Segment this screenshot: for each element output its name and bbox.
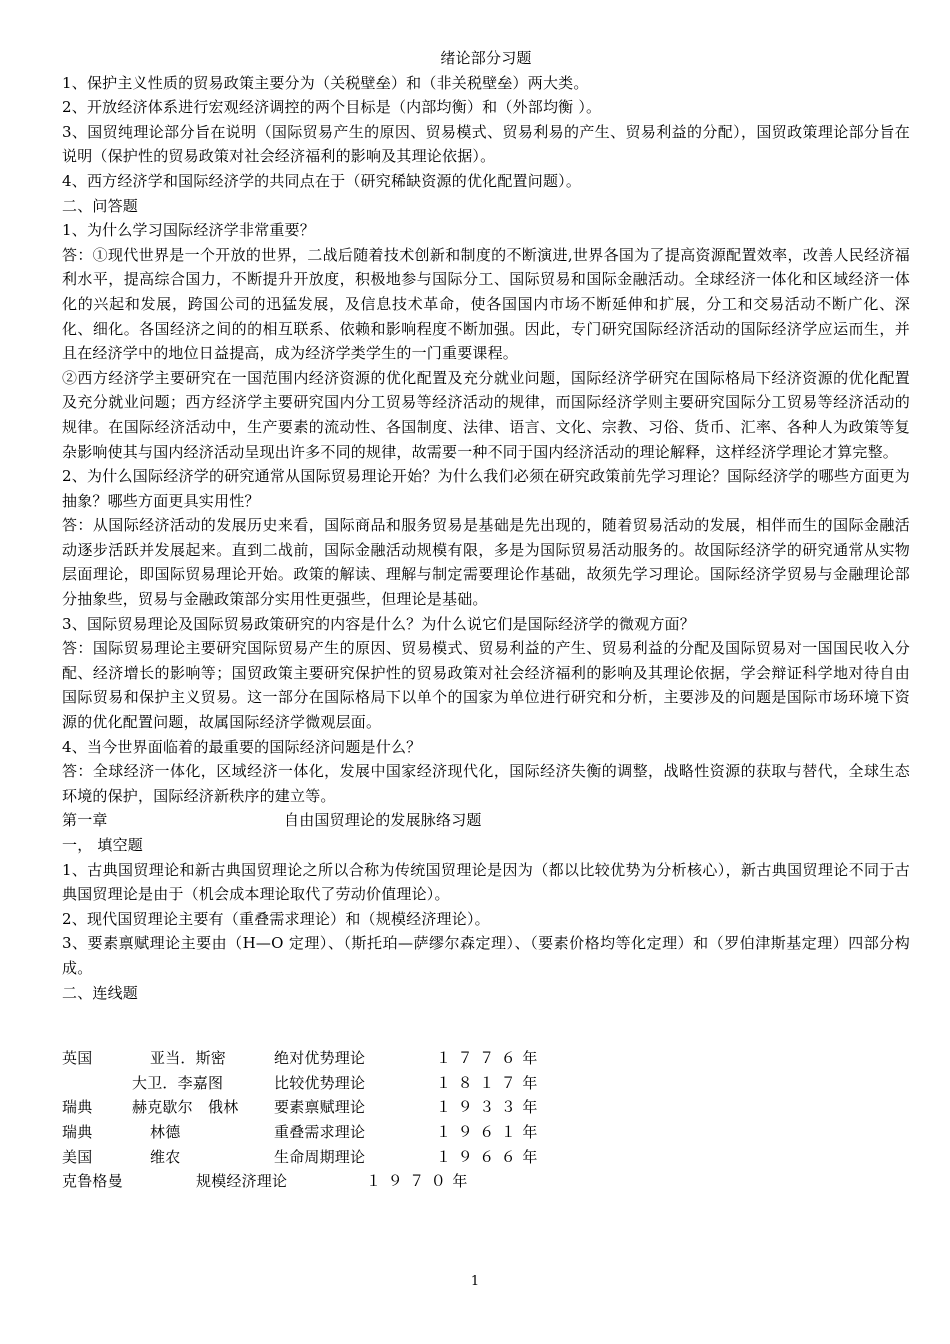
fill-item-1: 1、古典国贸理论和新古典国贸理论之所以合称为传统国贸理论是因为（都以比较优势为分析核心），新古典国贸理论不同于古典国贸理论是由于（机会成本理论取代了劳动价值理论）。 xyxy=(62,860,910,904)
chapter-heading xyxy=(62,808,910,833)
match-row xyxy=(62,1046,910,1071)
match-person: 大卫．李嘉图 xyxy=(132,1073,224,1092)
match-theory: 绝对优势理论 xyxy=(274,1049,366,1068)
match-year: １７７６年 xyxy=(436,1049,545,1068)
fill-item-3: 3、要素禀赋理论主要由（H—O 定理）、（斯托珀—萨缪尔森定理）、（要素价格均等化定理）和（罗伯津斯基定理）四部分构成。 xyxy=(62,934,910,977)
chapter-title: 自由国贸理论的发展脉络习题 xyxy=(284,811,482,830)
answer-1-part-2: ②西方经济学主要研究在一国范围内经济资源的优化配置及充分就业问题，国际经济学研究在国际格局下经济资源的优化配置及充分就业问题；西方经济学主要研究国内分工贸易等经济活动的规律，而国际经济学则主要研究国际分工贸易等经济活动的规律。在国际经济活动中，生产要素的流动性、各国制度、法律、语言、文化、宗教、习俗、货币、汇率、各种人为政策等复杂影响使其与国内经济活动呈现出许多不同的规律，故需要一种不同于国内经济活动的理论解释，这样经济学理论才算完整。 xyxy=(62,368,910,461)
answer-3: 答：国际贸易理论主要研究国际贸易产生的原因、贸易模式、贸易利益的产生、贸易利益的分配及国际贸易对一国国民收入分配、经济增长的影响等；国贸政策主要研究保护性的贸易政策对社会经济福利的影响及其理论依据，学会辩证科学地对待自由国际贸易和保护主义贸易。这一部分在国际格局下以单个的国家为单位进行研究和分析，主要涉及的问题是国际市场环境下资源的优化配置问题，故属国际经济学微观层面。 xyxy=(62,639,910,732)
match-row xyxy=(62,1071,910,1096)
question-4: 4、当今世界面临着的最重要的国际经济问题是什么？ xyxy=(62,737,422,756)
page-number: 1 xyxy=(470,1274,480,1289)
match-person: 维农 xyxy=(150,1147,181,1166)
answer-4: 答：全球经济一体化，区域经济一体化，发展中国家经济现代化，国际经济失衡的调整，战略性资源的获取与替代，全球生态环境的保护，国际经济新秩序的建立等。 xyxy=(62,762,910,805)
match-theory: 比较优势理论 xyxy=(274,1073,366,1092)
match-person: 克鲁格曼 xyxy=(62,1172,123,1191)
match-row-last xyxy=(62,1169,910,1194)
intro-item-1: 1、保护主义性质的贸易政策主要分为（关税壁垒）和（非关税壁垒）两大类。 xyxy=(62,73,589,92)
match-heading: 二、连线题 xyxy=(62,983,139,1002)
chapter-number: 第一章 xyxy=(62,811,108,830)
match-country: 美国 xyxy=(62,1147,93,1166)
intro-item-2: 2、开放经济体系进行宏观经济调控的两个目标是（内部均衡）和（外部均衡 ）。 xyxy=(62,98,602,117)
spacer xyxy=(62,1005,910,1046)
answer-1-part-1: 答：①现代世界是一个开放的世界，二战后随着技术创新和制度的不断演进,世界各国为了提高资源配置效率，改善人民经济福利水平，提高综合国力，不断提升开放度，积极地参与国际分工、国际贸易和国际金融活动。全球经济一体化和区域经济一体化的兴起和发展，跨国公司的迅猛发展，及信息技术革命，使各国国内市场不断延伸和扩展，分工和交易活动不断广化、深化、细化。各国经济之间的的相互联系、依赖和影响程度不断加强。因此，专门研究国际经济活动的国际经济学应运而生，并且在经济学中的地位日益提高，成为经济学类学生的一门重要课程。 xyxy=(62,245,910,363)
match-row xyxy=(62,1145,910,1170)
intro-item-4: 4、西方经济学和国际经济学的共同点在于（研究稀缺资源的优化配置问题）。 xyxy=(62,171,582,190)
match-country: 英国 xyxy=(62,1049,93,1068)
match-country: 瑞典 xyxy=(62,1098,93,1117)
match-theory: 生命周期理论 xyxy=(274,1147,366,1166)
question-2: 2、为什么国际经济学的研究通常从国际贸易理论开始？为什么我们必须在研究政策前先学习理论？国际经济学的哪些方面更为抽象？哪些方面更具实用性？ xyxy=(62,467,910,510)
answer-2: 答：从国际经济活动的发展历史来看，国际商品和服务贸易是基础是先出现的，随着贸易活动的发展，相伴而生的国际金融活动逐步活跃并发展起来。直到二战前，国际金融活动规模有限，多是为国际贸易活动服务的。故国际经济学的研究通常从实物层面理论，即国际贸易理论开始。政策的解读、理解与制定需要理论作基础，故须先学习理论。国际经济学贸易与金融理论部分抽象些，贸易与金融政策部分实用性更强些，但理论是基础。 xyxy=(62,516,910,609)
match-row xyxy=(62,1095,910,1120)
fill-item-2: 2、现代国贸理论主要有（重叠需求理论）和（规模经济理论）。 xyxy=(62,909,490,928)
match-person: 林德 xyxy=(150,1122,181,1141)
match-row xyxy=(62,1120,910,1145)
match-country: 瑞典 xyxy=(62,1122,93,1141)
match-year: １９６６年 xyxy=(436,1147,545,1166)
document-body xyxy=(62,46,910,1194)
question-1: 1、为什么学习国际经济学非常重要？ xyxy=(62,221,315,240)
qa-heading: 二、问答题 xyxy=(62,196,139,215)
match-year: １９３３年 xyxy=(436,1098,545,1117)
match-theory: 规模经济理论 xyxy=(196,1172,288,1191)
question-3: 3、国际贸易理论及国际贸易政策研究的内容是什么？为什么说它们是国际经济学的微观方面？ xyxy=(62,614,695,633)
match-year: １９７０年 xyxy=(366,1172,475,1191)
fill-heading: 一， 填空题 xyxy=(62,836,143,854)
match-country xyxy=(62,1071,132,1096)
match-person: 赫克歇尔 俄林 xyxy=(132,1098,239,1117)
match-theory: 重叠需求理论 xyxy=(274,1122,366,1141)
match-year: １９６１年 xyxy=(436,1122,545,1141)
match-theory: 要素禀赋理论 xyxy=(274,1098,366,1117)
matching-table xyxy=(62,1046,910,1194)
match-year: １８１７年 xyxy=(436,1073,545,1092)
match-person: 亚当．斯密 xyxy=(150,1049,227,1068)
intro-item-3: 3、国贸纯理论部分旨在说明（国际贸易产生的原因、贸易模式、贸易利易的产生、贸易利益的分配），国贸政策理论部分旨在说明（保护性的贸易政策对社会经济福利的影响及其理论依据）。 xyxy=(62,122,910,166)
page-title: 绪论部分习题 xyxy=(440,49,532,67)
